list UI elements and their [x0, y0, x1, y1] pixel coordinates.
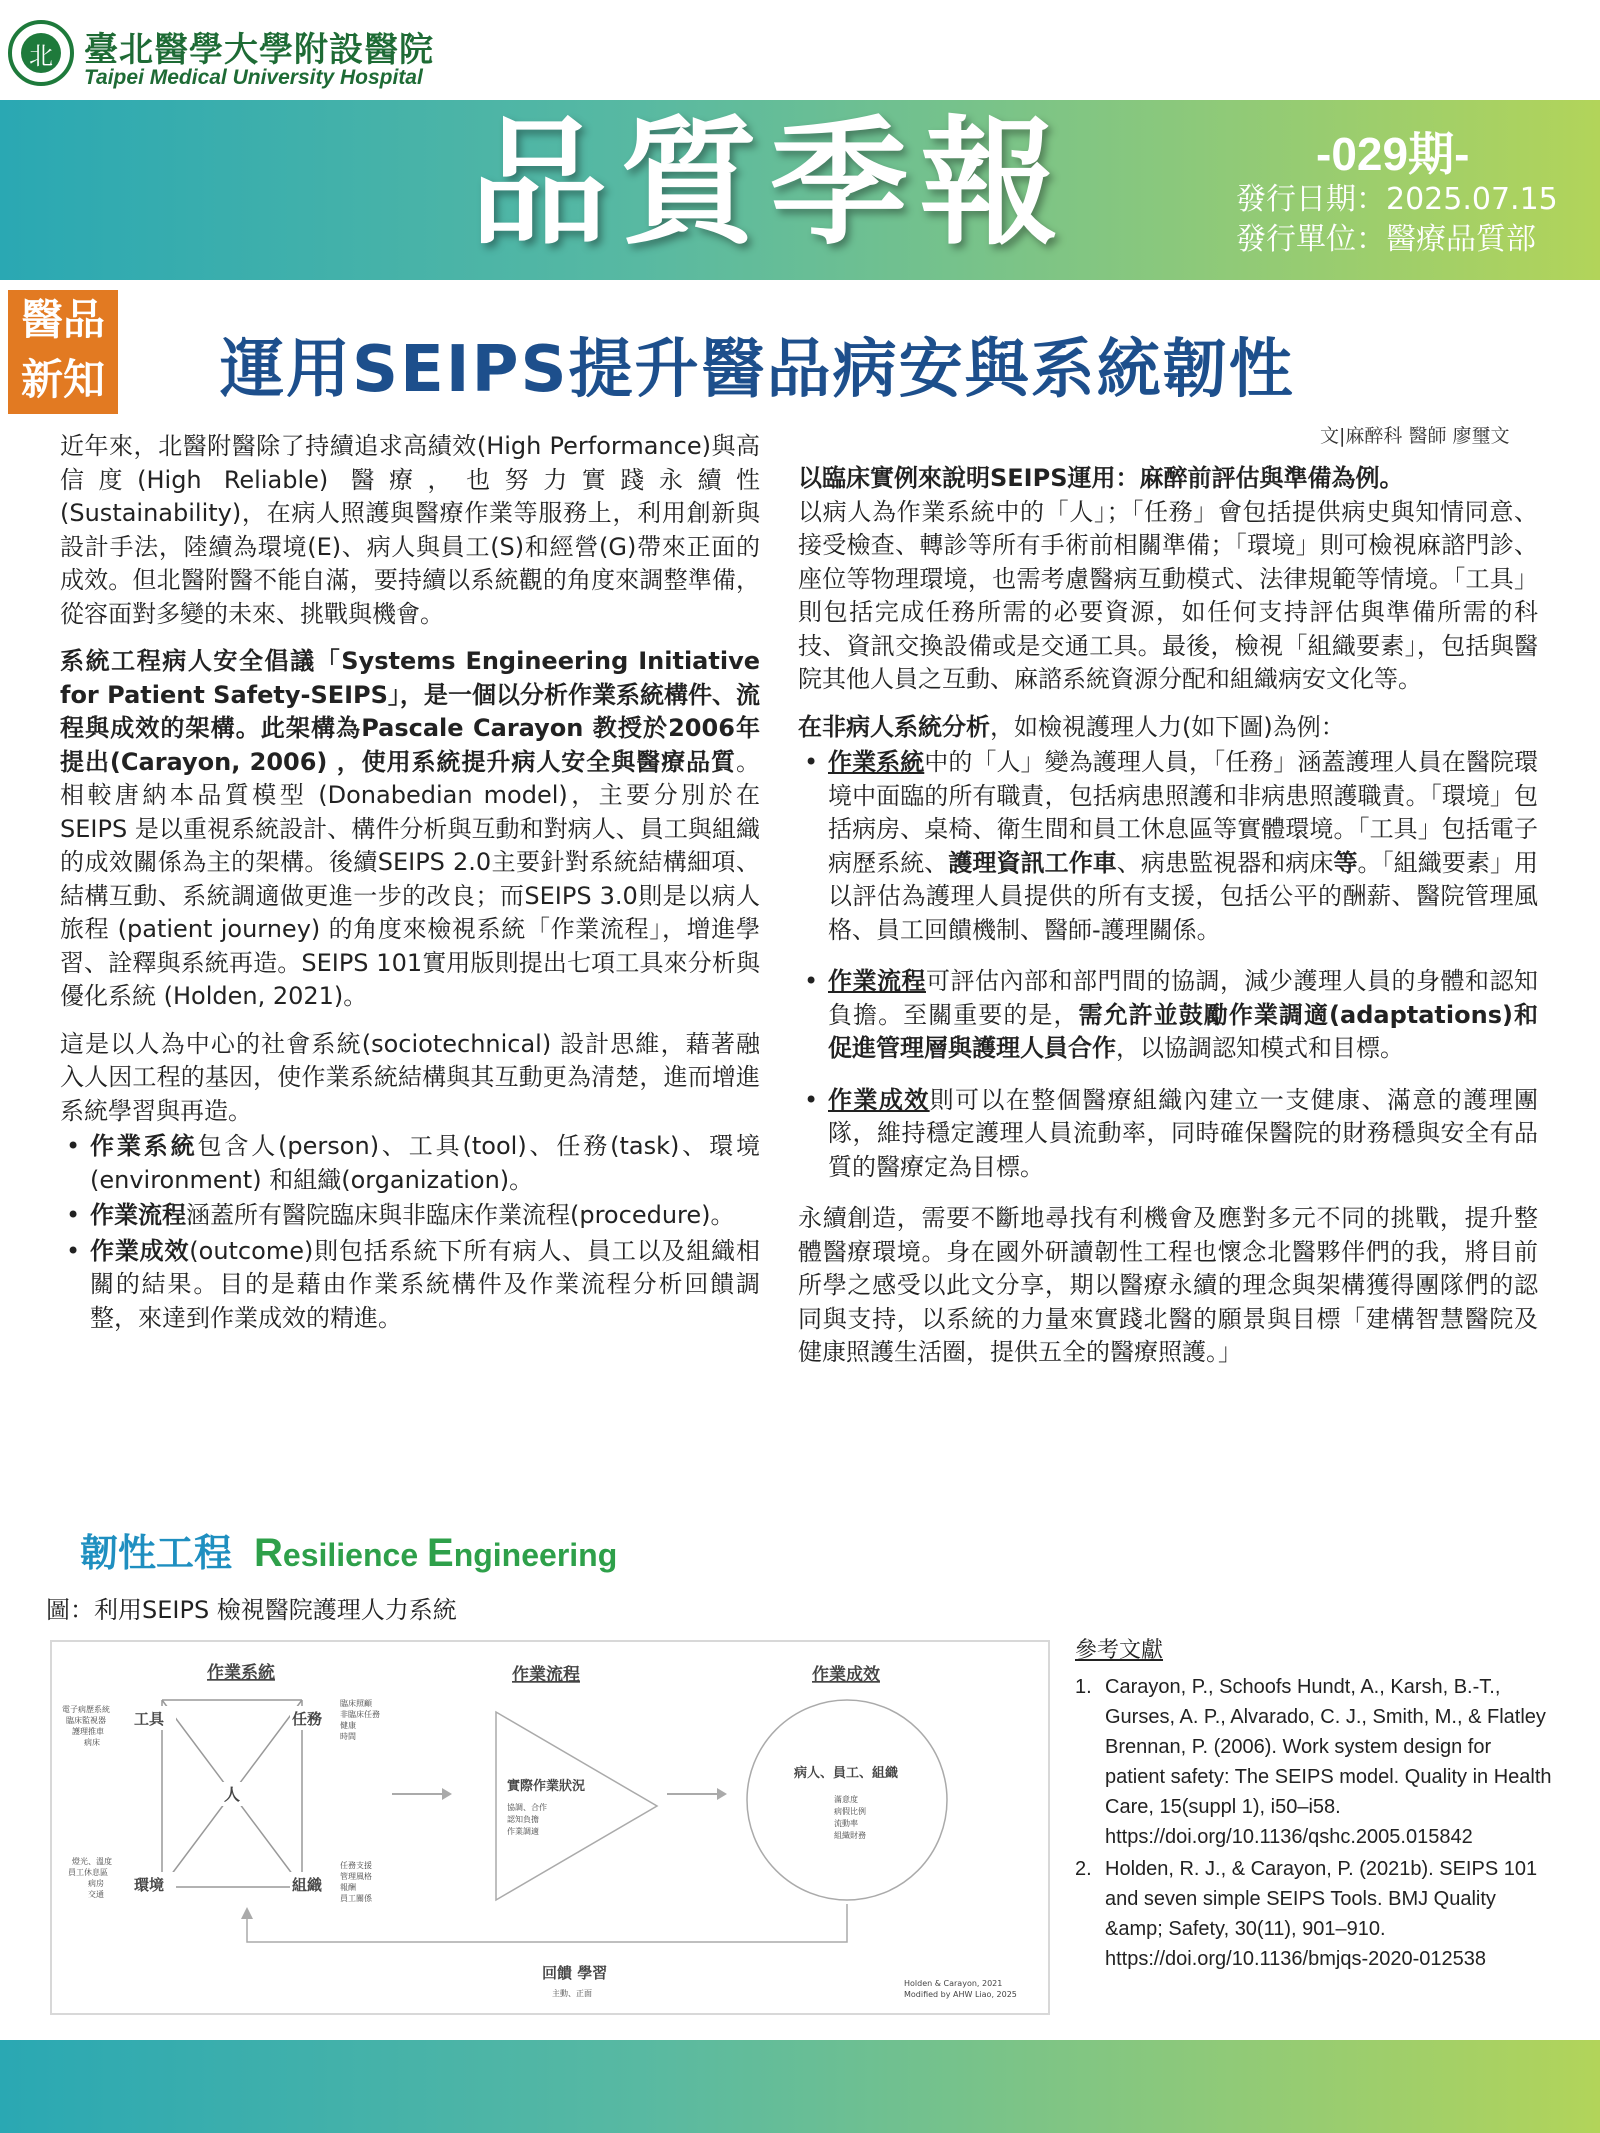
- ref-number: 1.: [1075, 1676, 1092, 1698]
- non-patient-bold: 在非病人系統分析: [798, 712, 990, 741]
- credit-line2: Modified by AHW Liao, 2025: [904, 1990, 1017, 1999]
- footer-bar: [0, 2040, 1600, 2133]
- logo-emblem-icon: 北: [21, 33, 61, 73]
- person-label: 人: [224, 1785, 241, 1804]
- tool-label: 工具: [134, 1710, 165, 1728]
- bullet-emphasis: 等: [1333, 848, 1358, 877]
- process-label: 實際作業狀況: [507, 1779, 586, 1794]
- article-headline: 運用SEIPS提升醫品病安與系統韌性: [220, 333, 1295, 407]
- outcome-label: 病人、員工、組織: [794, 1766, 899, 1781]
- bullet-text: 包含人(person)、工具(tool)、任務(task)、環境(environment) 和組織(organization)。: [90, 1132, 760, 1194]
- bullet-text: 、病患監視器和病床: [1116, 848, 1334, 877]
- bullet-term: 作業成效: [90, 1236, 190, 1265]
- arrow-up-icon: [241, 1907, 253, 1919]
- ref-text: Holden, R. J., & Carayon, P. (2021b). SEIPS 101 and seven simple SEIPS Tools. BMJ Quality &amp; Safety, 30(11), 901–910. https://doi.org/10.1136/bmjqs-2020-012538: [1105, 1858, 1538, 1970]
- tool-item: 臨床監視器: [66, 1716, 106, 1725]
- outcome-item: 病假比例: [834, 1807, 866, 1816]
- process-items: [507, 1802, 547, 1836]
- nursing-bullet-list: [798, 746, 1538, 1184]
- bullet-text: 中的「人」變為護理人員，「任務」涵蓋護理人員在醫院環境中面臨的所有職責，包括病患照護和非病患照護職責。「環境」包括病房、桌椅、衛生間和員工休息區等實體環境。「工具」包括電子病歷系統、: [828, 748, 1539, 877]
- env-item: 員工休息區: [68, 1868, 108, 1877]
- publish-unit: 發行單位：醫療品質部: [1236, 222, 1536, 257]
- bullet-emphasis: 護理資訊工作車: [948, 848, 1117, 877]
- task-item: 健康: [340, 1721, 356, 1730]
- bullet-term: 作業流程: [90, 1201, 186, 1229]
- task-item: 臨床照顧: [340, 1699, 372, 1708]
- org-item: 員工關係: [340, 1894, 372, 1903]
- newsletter-title: 品質季報: [470, 103, 1071, 264]
- sociotech-paragraph: 這是以人為中心的社會系統(sociotechnical) 設計思維，藉著融入人因工程的基因，使作業系統結構與其互動更為清楚，進而增進系統學習與再造。: [60, 1029, 760, 1125]
- org-item: 管理風格: [340, 1872, 372, 1881]
- seips-bold-text: 系統工程病人安全倡議「Systems Engineering Initiative for Patient Safety-SEIPS」，是一個以分析作業系統構件、流程與成效的架構。此架構為Pascale Carayon 教授於2006年提出(Carayon, 2006) ，使用系統提升病人安全與醫療品質: [60, 647, 760, 776]
- hospital-name-zh: 臺北醫學大學附設醫院: [84, 30, 434, 70]
- task-label: 任務: [292, 1710, 323, 1728]
- arrow-right-icon: [442, 1788, 452, 1800]
- figure-caption: 圖：利用SEIPS 檢視醫院護理人力系統: [46, 1596, 457, 1624]
- outcome-item: 組織財務: [834, 1831, 866, 1840]
- process-title: 作業流程: [512, 1665, 580, 1685]
- work-system-title: 作業系統: [207, 1663, 275, 1683]
- seips-rest-text: 。相較唐納本品質模型 (Donabedian model)，主要分別於在SEIPS 是以重視系統設計、構件分析與互動和對病人、員工與組織的成效關係為主的架構。後續SEIPS 2.0主要針對系統結構細項、結構互動、系統調適做更進一步的改良；而SEIPS 3.0則是以病人旅程 (patient journey) 的角度來檢視系統「作業流程」，增進學習、詮釋與系統再造。SEIPS 101實用版則提出七項工具來分析與優化系統 (Holden, 2021)。: [60, 747, 760, 1010]
- bullet-term: 作業流程: [828, 967, 926, 995]
- tool-items: [62, 1704, 110, 1747]
- list-item: [798, 746, 1538, 947]
- bullet-text: ，以協調認知模式和目標。: [1116, 1034, 1404, 1062]
- tool-item: 護理推車: [72, 1727, 104, 1736]
- outcome-item: 流動率: [834, 1819, 858, 1828]
- bullet-term: 作業系統: [828, 748, 925, 776]
- section-tag-line2: 新知: [20, 355, 105, 404]
- env-item: 交通: [88, 1890, 104, 1899]
- bullet-term: 作業系統: [90, 1132, 198, 1160]
- article-author: 文|麻醉科 醫師 廖璽文: [1320, 425, 1510, 447]
- clinical-example-paragraph: 以病人為作業系統中的「人」；「任務」會包括提供病史與知情同意、接受檢查、轉診等所有手術前相關準備；「環境」則可檢視麻諮門診、座位等物理環境，也需考慮醫病互動模式、法律規範等情境。「工具」則包括完成任務所需的必要資源，如任何支持評估與準備所需的科技、資訊交換設備或是交通工具。最後，檢視「組織要素」，包括與醫院其他人員之互動、麻諮系統資源分配和組織病安文化等。: [798, 497, 1538, 693]
- seips-paragraph: [60, 645, 760, 1014]
- org-item: 任務支援: [340, 1861, 372, 1870]
- env-item: 燈光、溫度: [72, 1857, 112, 1866]
- process-item: 認知負擔: [507, 1815, 539, 1824]
- resilience-heading: [80, 1522, 617, 1577]
- section-tag-line1: 醫品: [20, 295, 105, 344]
- clinical-example-heading: [798, 462, 1538, 496]
- bullet-text: 可評估內部和部門間的協調，減少護理人員的身體和認知負擔。至關重要的是，: [828, 967, 1538, 1029]
- outcome-title: 作業成效: [812, 1665, 880, 1685]
- references-title: 參考文獻: [1075, 1638, 1164, 1663]
- resilience-letter: E: [427, 1531, 454, 1575]
- bullet-emphasis: 需允許並鼓勵作業調適(adaptations)和促進管理層與護理人員合作: [828, 1000, 1538, 1062]
- feedback-label: 回饋 學習: [542, 1964, 608, 1982]
- list-item: [60, 1199, 760, 1233]
- tool-item: 病床: [84, 1738, 100, 1747]
- list-item: [798, 1084, 1538, 1185]
- section-tag: [8, 290, 118, 414]
- top-bar: [0, 0, 1600, 100]
- process-item: 協調、合作: [507, 1803, 547, 1812]
- bullet-text: (outcome)則包括系統下所有病人、員工以及組織相關的結果。目的是藉由作業系統構件及作業流程分析回饋調整，來達到作業成效的精進。: [90, 1236, 760, 1332]
- outcome-items: [834, 1794, 866, 1840]
- right-column: [798, 462, 1538, 1384]
- seips-diagram-svg: [52, 1642, 1048, 2013]
- ref-text: Carayon, P., Schoofs Hundt, A., Karsh, B.-T., Gurses, A. P., Alvarado, C. J., Smith, M., & Flatley Brennan, P. (2006). Work system design for patient safety: The SEIPS model. Quality in Health Care, 15(suppl 1), i50–i58. https://doi.org/10.1136/qshc.2005.015842: [1105, 1676, 1552, 1848]
- task-item: 非臨床任務: [340, 1710, 380, 1719]
- feedback-sub: 主動、正面: [552, 1989, 592, 1998]
- non-patient-heading: [798, 711, 1538, 745]
- clinical-example-title: 以臨床實例來說明SEIPS運用：麻醉前評估與準備為例。: [798, 464, 1404, 492]
- env-item: 病房: [88, 1879, 104, 1888]
- env-items: [68, 1856, 112, 1899]
- outcome-item: 滿意度: [834, 1795, 858, 1804]
- org-item: 報酬: [340, 1883, 356, 1892]
- org-label: 組織: [292, 1876, 323, 1894]
- list-item: [1075, 1672, 1555, 1852]
- seips-diagram: [50, 1640, 1050, 2015]
- bullet-text: 。「組織要素」用以評估為護理人員提供的所有支援，包括公平的酬薪、醫院管理風格、員工回饋機制、醫師-護理關係。: [828, 848, 1539, 944]
- env-label: 環境: [134, 1876, 165, 1894]
- arrow-right-icon: [717, 1788, 727, 1800]
- seips-bullet-list: [60, 1130, 760, 1335]
- references: [1075, 1636, 1555, 1976]
- process-item: 作業調適: [507, 1827, 539, 1836]
- bullet-term: 作業成效: [828, 1085, 930, 1114]
- task-items: [340, 1698, 380, 1741]
- bullet-text: 則可以在整個醫療組織內建立一支健康、滿意的護理團隊，維持穩定護理人員流動率，同時確保醫院的財務穩與安全有品質的醫療定為目標。: [828, 1085, 1539, 1181]
- resilience-text: ngineering: [453, 1537, 618, 1573]
- closing-paragraph: 永續創造，需要不斷地尋找有利機會及應對多元不同的挑戰，提升整體醫療環境。身在國外研讀韌性工程也懷念北醫夥伴們的我，將目前所學之感受以此文分享，期以醫療永續的理念與架構獲得團隊們的認同與支持，以系統的力量來實踐北醫的願景與目標「建構智慧醫院及健康照護生活圈，提供五全的醫療照護。」: [798, 1204, 1538, 1366]
- credit-line1: Holden & Carayon, 2021: [904, 1979, 1003, 1988]
- resilience-letter: R: [254, 1531, 283, 1575]
- left-column: [60, 430, 760, 1337]
- list-item: [60, 1235, 760, 1336]
- list-item: [60, 1130, 760, 1197]
- publish-date: 發行日期：2025.07.15: [1236, 182, 1558, 217]
- non-patient-rest: ，如檢視護理人力(如下圖)為例：: [990, 712, 1345, 741]
- org-items: [340, 1860, 373, 1903]
- task-item: 時間: [340, 1732, 356, 1741]
- list-item: [1075, 1854, 1555, 1974]
- resilience-text: esilience: [282, 1537, 427, 1573]
- resilience-zh: 韌性工程: [80, 1531, 233, 1575]
- issue-number: -029期-: [1316, 128, 1470, 180]
- hospital-name-en: Taipei Medical University Hospital: [84, 66, 423, 89]
- bullet-text: 涵蓋所有醫院臨床與非臨床作業流程(procedure)。: [186, 1201, 735, 1229]
- intro-paragraph: 近年來，北醫附醫除了持續追求高績效(High Performance)與高信度(High Reliable) 醫療，也努力實踐永續性 (Sustainability)，在病人照護與醫療作業等服務上，利用創新與設計手法，陸續為環境(E)、病人與員工(S)和經營(G)帶來正面的成效。但北醫附醫不能自滿，要持續以系統觀的角度來調整準備，從容面對多變的未來、挑戰與機會。: [60, 432, 760, 628]
- ref-number: 2.: [1075, 1858, 1092, 1880]
- reference-list: [1075, 1672, 1555, 1974]
- list-item: [798, 965, 1538, 1066]
- hospital-logo: [8, 20, 74, 86]
- feedback-line: [247, 1904, 847, 1942]
- tool-item: 電子病歷系統: [62, 1705, 110, 1714]
- resilience-en: [254, 1531, 617, 1575]
